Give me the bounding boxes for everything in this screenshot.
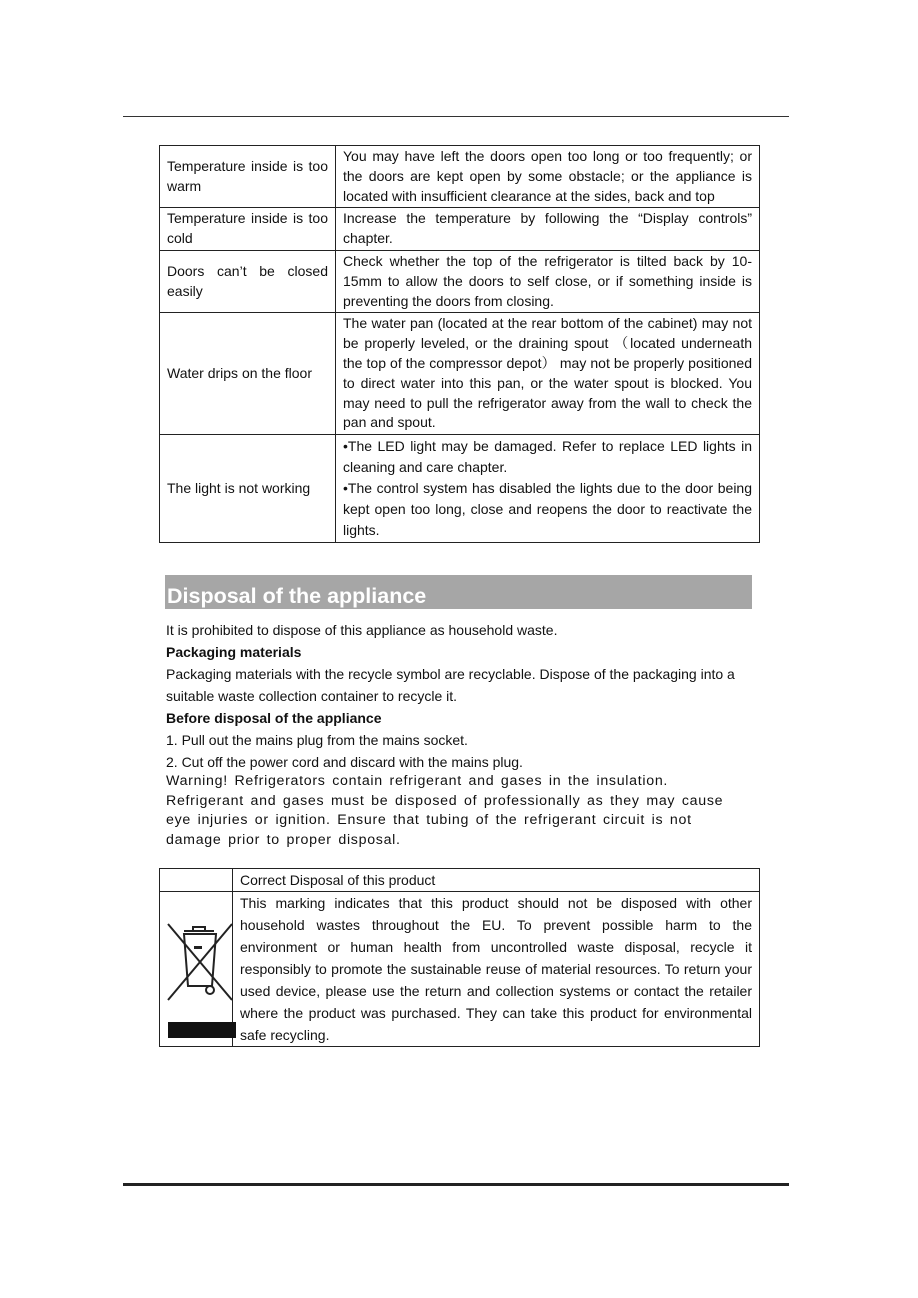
weee-description: This marking indicates that this product should not be disposed with other household wastes throughout the EU. To prevent possible harm to the environment or human health from uncontrolled waste disposal, recycle it responsibly to promote the sustainable reuse of material resources. To return your used device, please use the return and collection systems or contact the retailer where the product was purchased. They can take this product for environmental safe recycling. [233,892,760,1047]
weee-icon-cell [160,892,233,1047]
problem-cell: Temperature inside is too cold [160,208,336,251]
problem-cell: The light is not working [160,435,336,543]
crossed-out-wheeled-bin-icon [160,894,236,1044]
bullet-item: •The control system has disabled the lights due to the door being kept open too long, close and reopens the door to reactivate the lights. [343,480,752,539]
problem-cell: Water drips on the floor [160,313,336,435]
section-heading: Disposal of the appliance [165,575,752,609]
solution-cell: Check whether the top of the refrigerator is tilted back by 10-15mm to allow the doors to self close, or if something inside is preventing the doors from closing. [336,250,760,312]
bullet-item: •The LED light may be damaged. Refer to replace LED lights in cleaning and care chapter. [343,438,752,476]
table-row [160,250,760,312]
table-row [160,146,760,208]
solution-cell: Increase the temperature by following the “Display controls” chapter. [336,208,760,251]
footer-rule [123,1183,789,1186]
packaging-heading: Packaging materials [166,644,302,660]
step-item: 2. Cut off the power cord and discard with the mains plug. [166,754,523,770]
solution-cell [336,435,760,543]
solution-cell: You may have left the doors open too long or too frequently; or the doors are kept open by some obstacle; or the appliance is located with insufficient clearance at the sides, back and top [336,146,760,208]
warning-text: Warning! Refrigerators contain refrigerant and gases in the insulation. Refrigerant and gases must be disposed of professionally as they may cause eye injuries or ignition. Ensure that tubing of the refrigerant circuit is not damage prior to proper disposal. [166,773,724,848]
intro-text: It is prohibited to dispose of this appliance as household waste. [166,622,558,638]
troubleshooting-table [159,145,760,543]
weee-table [159,868,760,1047]
problem-cell: Doors can’t be closed easily [160,250,336,312]
table-row [160,892,760,1047]
table-row [160,435,760,543]
solution-cell: The water pan (located at the rear bottom of the cabinet) may not be properly leveled, or the draining spout （located underneath the top of the compressor depot） may not be properly positioned to direct water into this pan, or the water spout is blocked. You may need to pull the refrigerator away from the wall to check the pan and spout. [336,313,760,435]
empty-cell [160,869,233,892]
before-disposal-heading: Before disposal of the appliance [166,710,382,726]
weee-heading: Correct Disposal of this product [233,869,760,892]
step-item: 1. Pull out the mains plug from the mains socket. [166,732,468,748]
table-row [160,208,760,251]
packaging-text: Packaging materials with the recycle symbol are recyclable. Dispose of the packaging into a suitable waste collection container to recycle it. [166,666,735,704]
problem-cell: Temperature inside is too warm [160,146,336,208]
table-row [160,313,760,435]
header-rule [123,116,789,117]
table-row [160,869,760,892]
